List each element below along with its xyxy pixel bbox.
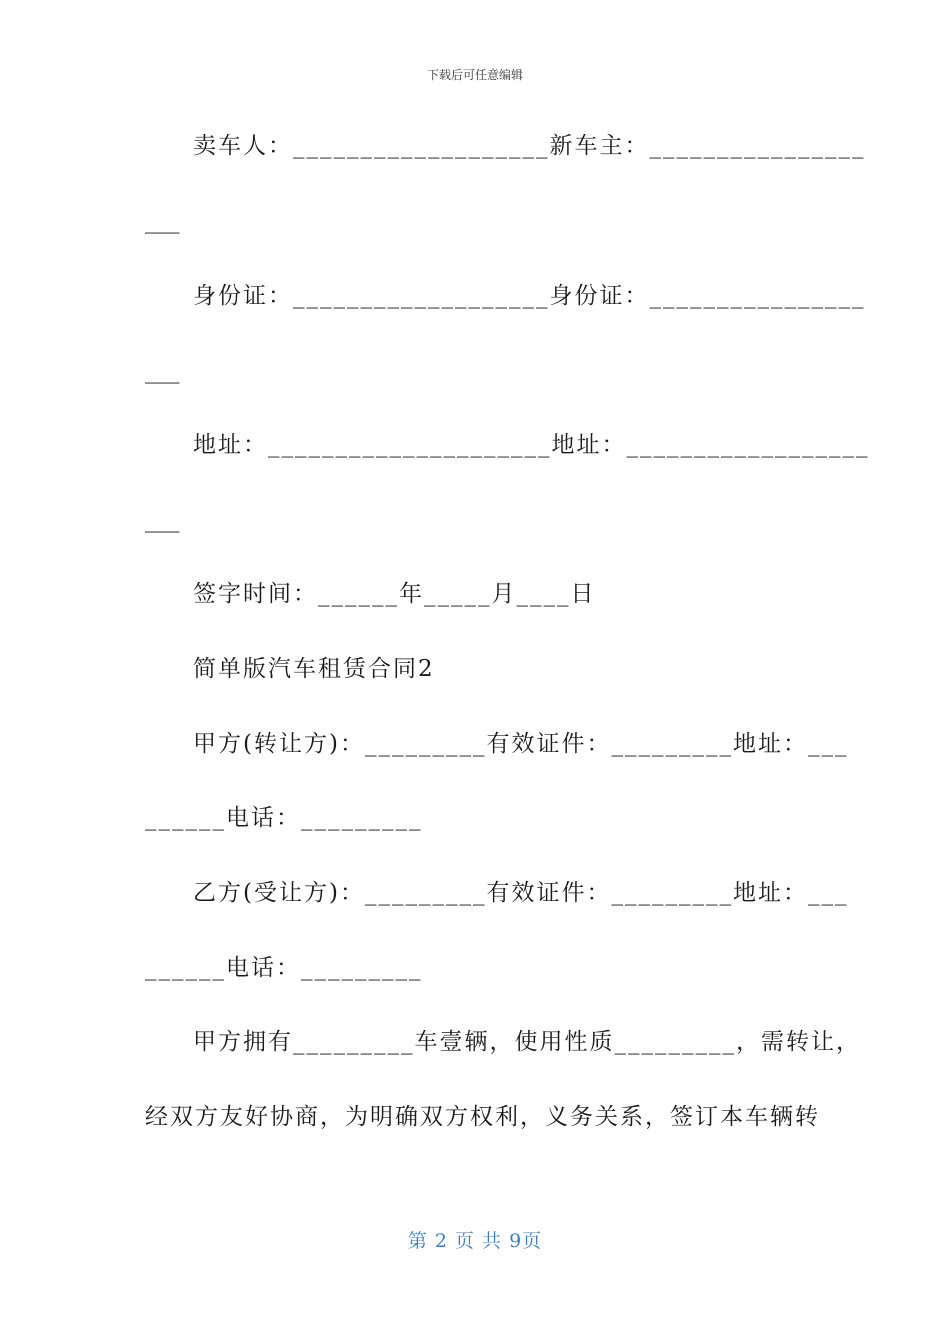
id-card-line: 身份证：___________________身份证：________________	[193, 283, 866, 309]
continuation-rule-1: ___	[145, 208, 180, 234]
continuation-rule-3: ___	[145, 507, 180, 533]
body-paragraph-line-2: 经双方友好协商，为明确双方权利，义务关系，签订本车辆转	[145, 1104, 820, 1130]
party-b-line: 乙方(受让方)：_________有效证件：_________地址：___	[193, 880, 849, 906]
contract-title: 简单版汽车租赁合同2	[193, 656, 435, 682]
party-a-line: 甲方(转让方)：_________有效证件：_________地址：___	[193, 731, 849, 757]
page-footer: 第 2 页 共 9页	[407, 1230, 543, 1252]
party-a-phone-line: ______电话：_________	[145, 805, 423, 831]
party-b-phone-line: ______电话：_________	[145, 955, 423, 981]
seller-buyer-line: 卖车人：___________________新车主：________________	[193, 133, 866, 159]
body-paragraph-line-1: 甲方拥有_________车壹辆，使用性质_________，需转让，	[193, 1029, 861, 1055]
page-header-note: 下载后可任意编辑	[426, 68, 523, 82]
continuation-rule-2: ___	[145, 358, 180, 384]
address-line: 地址：_____________________地址：__________________	[193, 432, 870, 458]
sign-date-line: 签字时间：______年_____月____日	[193, 581, 596, 607]
